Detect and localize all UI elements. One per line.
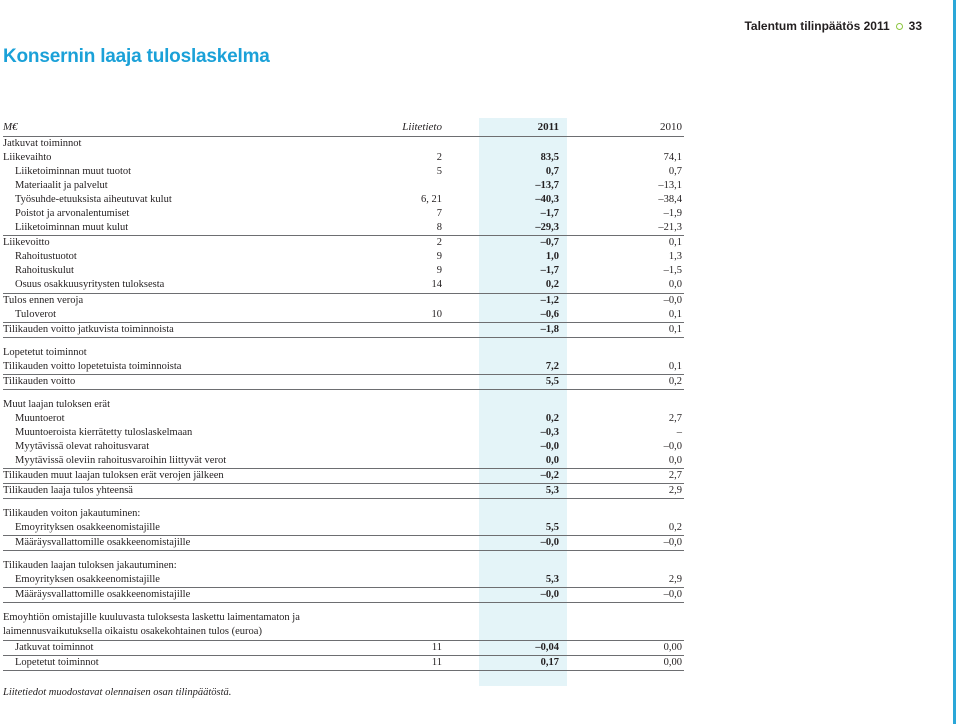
value-2010: –1,9 (663, 208, 682, 220)
row-label: Tilikauden voitto lopetetuista toiminnoista (3, 360, 182, 372)
row-label: Liiketoiminnan muut kulut (15, 222, 129, 234)
section-heading-row (3, 611, 684, 625)
table-row (3, 323, 684, 338)
value-2011: 0,0 (545, 454, 559, 466)
value-2011: –0,6 (540, 308, 559, 320)
row-note-ref: 10 (431, 308, 442, 320)
value-2010: –0,0 (663, 589, 682, 601)
row-label: Liikevoitto (3, 237, 50, 249)
footnote: Liitetiedot muodostavat olennaisen osan tilinpäätöstä. (3, 687, 232, 698)
value-2011: 1,0 (545, 251, 559, 263)
row-label: Määräysvallattomille osakkeenomistajille (15, 537, 191, 549)
value-2010: 0,2 (668, 375, 682, 387)
value-2011: –0,2 (540, 470, 559, 482)
row-spacer (3, 390, 684, 398)
value-2010: 0,00 (663, 641, 682, 653)
table-row (3, 236, 684, 250)
value-2011: 5,5 (545, 522, 559, 534)
note-header: Liitetieto (402, 121, 442, 133)
table-row (3, 165, 684, 179)
table-row (3, 454, 684, 469)
value-2010: 0,7 (668, 166, 682, 178)
page-header (744, 19, 922, 33)
row-label: Rahoitustuotot (15, 251, 77, 263)
row-label: Lopetetut toiminnot (3, 346, 87, 358)
row-label: Tilikauden laajan tuloksen jakautuminen: (3, 560, 177, 572)
value-2010: 0,1 (668, 360, 682, 372)
table-row (3, 536, 684, 551)
currency-header: M€ (3, 121, 18, 133)
table-row (3, 221, 684, 236)
table-row (3, 278, 684, 293)
table-row (3, 588, 684, 603)
row-label: Muuntoerot (15, 412, 65, 424)
row-label: Jatkuvat toiminnot (3, 138, 82, 149)
table-header-row (3, 119, 684, 137)
value-2011: 0,7 (545, 166, 559, 178)
value-2011: –0,0 (540, 589, 559, 601)
page-number: 33 (908, 19, 922, 33)
table-row (3, 193, 684, 207)
row-label: Myytävissä olevat rahoitusvarat (15, 440, 150, 452)
value-2011: –0,0 (540, 537, 559, 549)
row-note-ref: 11 (431, 656, 442, 668)
row-label: Emoyrityksen osakkeenomistajille (15, 574, 160, 586)
row-note-ref: 5 (436, 166, 442, 178)
row-label: Määräysvallattomille osakkeenomistajille (15, 589, 191, 601)
value-2011: –40,3 (535, 194, 559, 206)
value-2011: –0,04 (535, 641, 559, 653)
section-heading-row (3, 398, 684, 412)
value-2010: –13,1 (658, 180, 682, 192)
row-label: Tilikauden muut laajan tuloksen erät verojen jälkeen (3, 470, 224, 482)
row-label: Osuus osakkuusyritysten tuloksesta (15, 279, 165, 291)
row-label: Tilikauden voiton jakautuminen: (3, 508, 141, 520)
row-label: Jatkuvat toiminnot (15, 641, 94, 653)
row-label: Tuloverot (15, 308, 57, 320)
value-2011: 5,3 (545, 574, 559, 586)
value-2011: –1,8 (540, 323, 559, 335)
value-2010: –0,0 (663, 537, 682, 549)
section-heading-row (3, 346, 684, 360)
table-row (3, 179, 684, 193)
section-heading-row (3, 559, 684, 573)
row-label: Muut laajan tuloksen erät (3, 398, 111, 410)
table-row (3, 426, 684, 440)
value-2011: –1,2 (540, 294, 559, 306)
value-2010: 0,2 (668, 522, 682, 534)
value-2010: – (676, 426, 682, 438)
value-2010: 0,0 (668, 279, 682, 291)
row-label: Muuntoeroista kierrätetty tuloslaskelmaan (15, 426, 193, 438)
row-note-ref: 9 (436, 265, 442, 277)
value-2011: 0,2 (545, 412, 559, 424)
row-label: Rahoituskulut (15, 265, 74, 277)
section-heading-row (3, 625, 684, 640)
table-row (3, 250, 684, 264)
table-row (3, 375, 684, 390)
table-row (3, 469, 684, 484)
value-2011: 7,2 (545, 360, 559, 372)
value-2010: 0,00 (663, 656, 682, 668)
value-2011: –0,0 (540, 440, 559, 452)
table-row (3, 641, 684, 656)
value-2010: 74,1 (663, 152, 682, 164)
row-label: Tilikauden voitto jatkuvista toiminnoista (3, 323, 174, 335)
value-2010: 2,9 (668, 574, 682, 586)
income-statement-table (3, 119, 684, 671)
value-2011: –0,3 (540, 426, 559, 438)
year-2010-header: 2010 (660, 121, 682, 133)
bullet-dot-icon (896, 23, 903, 30)
value-2010: 1,3 (668, 251, 682, 263)
value-2011: –1,7 (540, 265, 559, 277)
row-note-ref: 11 (431, 641, 442, 653)
row-note-ref: 8 (436, 222, 442, 234)
row-note-ref: 7 (436, 208, 442, 220)
page-title: Konsernin laaja tuloslaskelma (3, 46, 270, 67)
value-2011: 0,2 (545, 279, 559, 291)
row-label: Tilikauden voitto (3, 375, 76, 387)
row-note-ref: 2 (436, 152, 442, 164)
value-2010: –1,5 (663, 265, 682, 277)
row-spacer (3, 338, 684, 346)
value-2011: 5,3 (545, 485, 559, 497)
year-2011-header: 2011 (537, 121, 559, 133)
value-2010: 0,1 (668, 323, 682, 335)
value-2010: 0,1 (668, 308, 682, 320)
value-2010: –38,4 (658, 194, 682, 206)
value-2011: –29,3 (535, 222, 559, 234)
row-spacer (3, 551, 684, 559)
value-2010: 2,9 (668, 485, 682, 497)
section-heading-row (3, 137, 684, 151)
table-row (3, 521, 684, 536)
row-note-ref: 6, 21 (421, 194, 442, 206)
value-2010: 0,0 (668, 454, 682, 466)
table-row (3, 151, 684, 165)
value-2011: –13,7 (535, 180, 559, 192)
row-label: Tilikauden laaja tulos yhteensä (3, 485, 133, 497)
row-note-ref: 9 (436, 251, 442, 263)
table-row (3, 294, 684, 308)
table-row (3, 308, 684, 323)
table-row (3, 656, 684, 671)
value-2010: 0,1 (668, 237, 682, 249)
row-label: Materiaalit ja palvelut (15, 180, 108, 192)
table-row (3, 264, 684, 278)
right-edge-rule (953, 0, 956, 724)
row-label: Poistot ja arvonalentumiset (15, 208, 130, 220)
table-row (3, 207, 684, 221)
value-2010: 2,7 (668, 470, 682, 482)
table-row (3, 573, 684, 588)
section-heading-row (3, 507, 684, 521)
row-label: Liikevaihto (3, 152, 52, 164)
table-row (3, 412, 684, 426)
row-label: Myytävissä oleviin rahoitusvaroihin liittyvät verot (15, 454, 227, 466)
value-2011: 5,5 (545, 375, 559, 387)
table-row (3, 484, 684, 499)
row-note-ref: 14 (431, 279, 442, 291)
row-label: Lopetetut toiminnot (15, 656, 99, 668)
value-2010: –21,3 (658, 222, 682, 234)
row-spacer (3, 603, 684, 611)
row-note-ref: 2 (436, 237, 442, 249)
row-label: Emoyrityksen osakkeenomistajille (15, 522, 160, 534)
row-label: Liiketoiminnan muut tuotot (15, 166, 132, 178)
value-2011: 83,5 (540, 152, 559, 164)
value-2011: –1,7 (540, 208, 559, 220)
row-label: laimennusvaikutuksella oikaistu osakekohtainen tulos (euroa) (3, 626, 262, 638)
value-2011: –0,7 (540, 237, 559, 249)
row-label: Tulos ennen veroja (3, 294, 84, 306)
value-2010: 2,7 (668, 412, 682, 424)
row-label: Emoyhtiön omistajille kuuluvasta tuloksesta laskettu laimentamaton ja (3, 612, 300, 624)
value-2010: –0,0 (663, 294, 682, 306)
row-spacer (3, 499, 684, 507)
value-2010: –0,0 (663, 440, 682, 452)
header-publication: Talentum tilinpäätös 2011 (744, 19, 890, 33)
table-row (3, 360, 684, 375)
row-label: Työsuhde-etuuksista aiheutuvat kulut (15, 194, 172, 206)
value-2011: 0,17 (540, 656, 559, 668)
table-row (3, 440, 684, 454)
table-body (3, 137, 684, 671)
